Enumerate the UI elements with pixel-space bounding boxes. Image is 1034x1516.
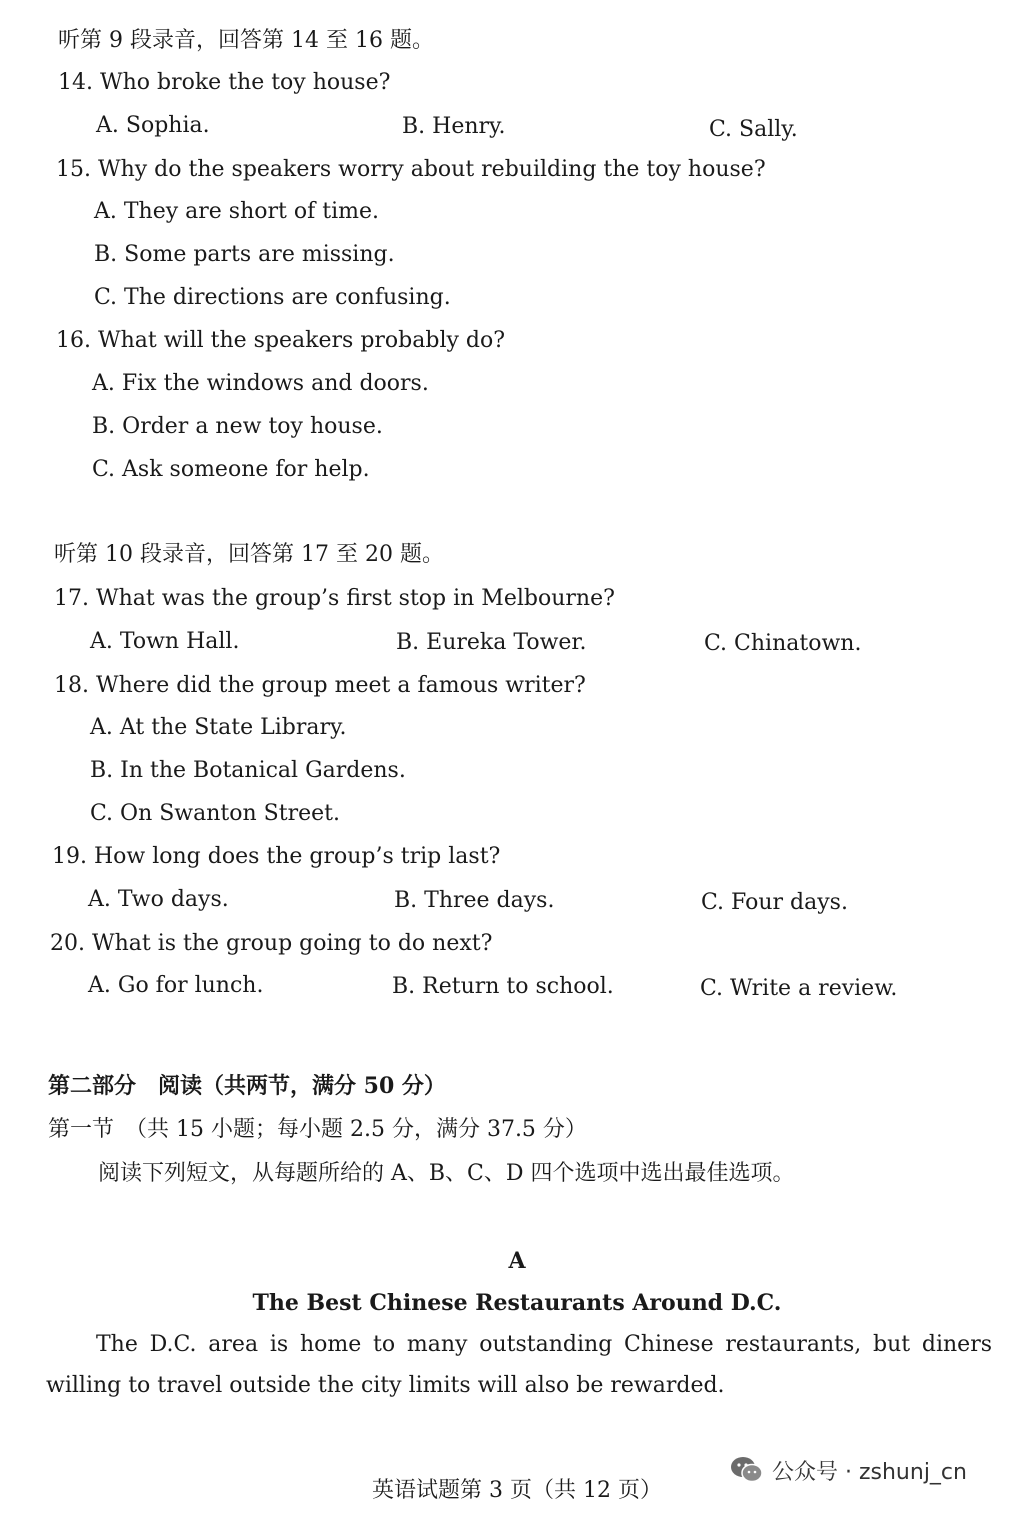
passage-paragraph: The D.C. area is home to many outstanding Chinese restaurants, but diners willing to travel outside the city limits will also be rewarded. [46, 1332, 992, 1398]
part2-title: 第二部分 阅读（共两节，满分 50 分） [48, 1073, 446, 1099]
question-14-stem: 14. Who broke the toy house? [58, 70, 391, 95]
question-20-option-a: A. Go for lunch. [88, 973, 264, 998]
question-19-stem: 19. How long does the group’s trip last? [52, 844, 501, 869]
question-20-stem: 20. What is the group going to do next? [50, 931, 493, 956]
question-17-option-b: B. Eureka Tower. [396, 630, 587, 655]
question-16-stem: 16. What will the speakers probably do? [56, 328, 506, 353]
question-20-option-b: B. Return to school. [392, 974, 614, 999]
question-18-option-c: C. On Swanton Street. [90, 801, 340, 826]
question-14-option-b: B. Henry. [402, 114, 506, 139]
question-18-option-b: B. In the Botanical Gardens. [90, 758, 406, 783]
watermark-label: 公众号 · zshunj_cn [772, 1459, 967, 1485]
passage-letter: A [508, 1248, 526, 1274]
question-20-option-c: C. Write a review. [700, 976, 898, 1001]
part2-section1-heading: 第一节 （共 15 小题；每小题 2.5 分，满分 37.5 分） [48, 1117, 587, 1142]
question-19-option-c: C. Four days. [701, 890, 848, 915]
question-17-stem: 17. What was the group’s first stop in Melbourne? [54, 586, 615, 611]
question-17-option-c: C. Chinatown. [704, 631, 862, 656]
question-19-option-b: B. Three days. [394, 888, 555, 913]
question-14-option-a: A. Sophia. [96, 113, 210, 138]
passage-title: The Best Chinese Restaurants Around D.C. [252, 1290, 782, 1316]
question-16-option-c: C. Ask someone for help. [92, 457, 370, 482]
question-15-stem: 15. Why do the speakers worry about rebuilding the toy house? [56, 157, 766, 182]
section9-heading: 听第 9 段录音，回答第 14 至 16 题。 [58, 28, 434, 53]
question-14-option-c: C. Sally. [709, 117, 798, 142]
question-18-stem: 18. Where did the group meet a famous writer? [54, 673, 586, 698]
question-15-option-b: B. Some parts are missing. [94, 242, 395, 267]
section10-heading: 听第 10 段录音，回答第 17 至 20 题。 [54, 542, 444, 567]
question-15-option-c: C. The directions are confusing. [94, 285, 451, 310]
question-16-option-a: A. Fix the windows and doors. [92, 371, 429, 396]
question-18-option-a: A. At the State Library. [90, 715, 347, 740]
part2-instruction: 阅读下列短文，从每题所给的 A、B、C、D 四个选项中选出最佳选项。 [98, 1161, 795, 1186]
question-15-option-a: A. They are short of time. [94, 199, 379, 224]
question-17-option-a: A. Town Hall. [90, 629, 240, 654]
page-footer: 英语试题第 3 页（共 12 页） [372, 1478, 662, 1503]
question-19-option-a: A. Two days. [88, 887, 229, 912]
question-16-option-b: B. Order a new toy house. [92, 414, 383, 439]
